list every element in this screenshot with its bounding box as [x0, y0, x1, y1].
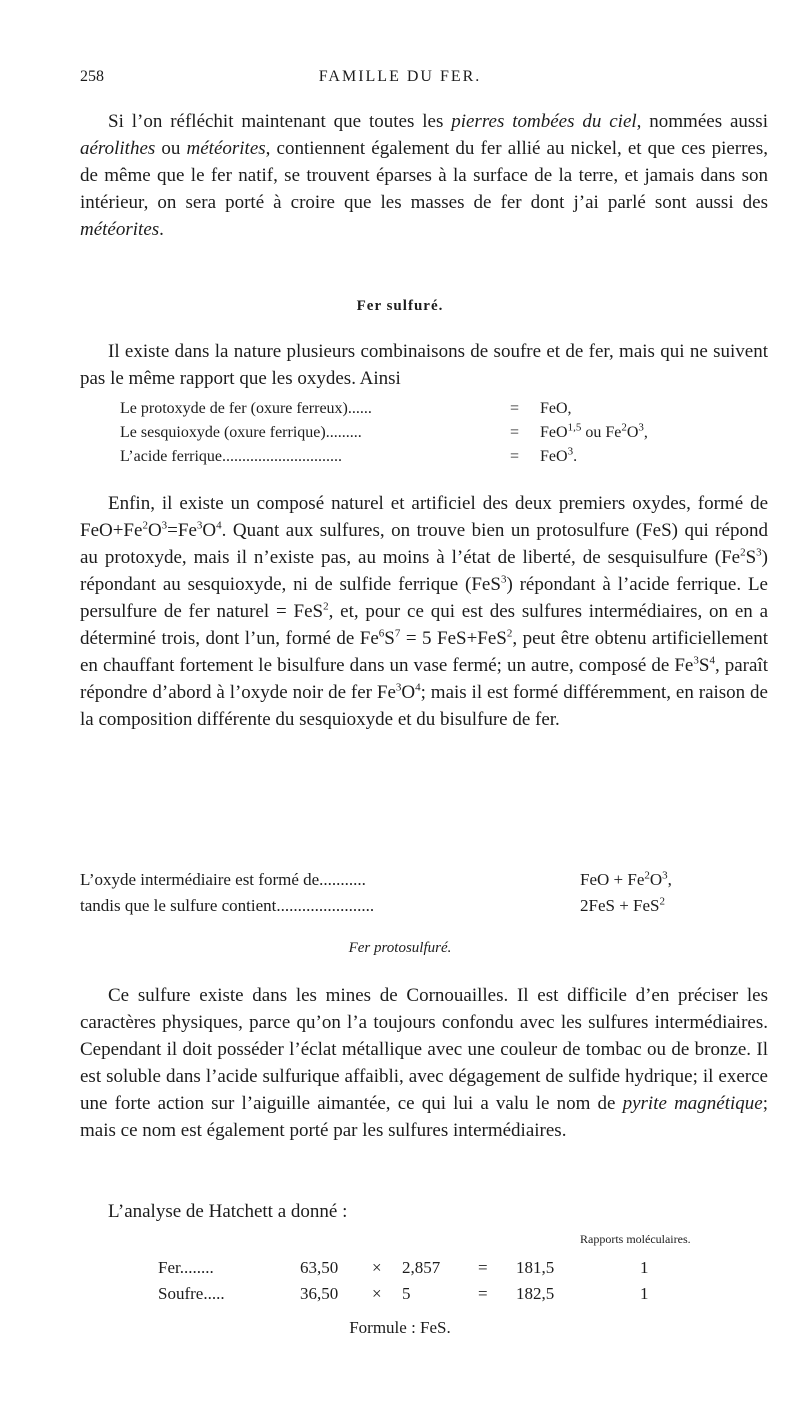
superscript: 6	[378, 627, 385, 640]
text: S	[384, 628, 395, 649]
oxide-row	[120, 445, 720, 470]
superscript: 2	[323, 600, 329, 613]
oxide-row	[120, 421, 720, 446]
italic-term: pierres tombées du ciel	[451, 111, 637, 132]
text: ; mais il est formé différemment, en raison de la composition différente du sesquioxyde et du bisulfure de fer.	[80, 682, 768, 730]
intermediate-row	[80, 870, 720, 894]
text: . Quant aux sulfures, on trouve bien un protosulfure (FeS) qui répond au protoxyde, mais il n’existe pas, au moins à l’état de liberté, de sesquisulfure (Fe	[80, 520, 768, 568]
text: ) répondant à l’acide ferrique. Le persulfure de fer naturel = FeS	[80, 574, 768, 622]
superscript: 3	[693, 654, 699, 667]
superscript: 7	[394, 627, 401, 640]
text: Enfin, il existe un composé naturel et artificiel des deux premiers oxydes, formé de FeO+Fe	[80, 493, 768, 541]
intermediate-label: L’oxyde intermédiaire est formé de...........	[80, 870, 366, 889]
equals-sign: =	[478, 1284, 488, 1303]
factor: 2,857	[402, 1258, 441, 1277]
text: , contiennent également du fer allié au nickel, et que ces pierres, de même que le fer natif, se trouvent éparses à la surface de la terre, et jamais dans son intérieur, on sera porté à croire que les masses de fer dont j’ai parlé sont aussi des	[80, 138, 769, 213]
equals-sign: =	[510, 424, 520, 441]
intermediate-label: tandis que le sulfure contient.......................	[80, 896, 375, 915]
factor: 5	[402, 1284, 411, 1303]
text: ; mais ce nom est également porté par les sulfures intermédiaires.	[80, 1093, 768, 1141]
text: , paraît répondre d’abord à l’oxyde noir de fer Fe	[80, 655, 768, 703]
text: , et, pour ce qui est des sulfures intermédiaires, on en a déterminé trois, dont l’un, formé de Fe	[80, 601, 768, 649]
result: 181,5	[516, 1258, 555, 1277]
text: , nommées aussi	[636, 111, 768, 132]
running-head: FAMILLE DU FER.	[318, 68, 482, 85]
superscript: 4	[216, 519, 222, 532]
oxide-label: Le sesquioxyde (oxure ferrique).........	[120, 424, 362, 441]
ratio: 1	[640, 1258, 649, 1277]
superscript: 3	[161, 519, 168, 532]
text: , peut être obtenu artificiellement en chauffant fortement le bisulfure dans un vase fermé; un autre, composé de Fe	[80, 628, 768, 676]
superscript: 3	[756, 546, 762, 559]
paragraph-sulfur-combinations: Il existe dans la nature plusieurs combinaisons de soufre et de fer, mais qui ne suivent pas le même rapport que les oxydes. Ainsi	[80, 341, 768, 389]
intermediate-row	[80, 896, 720, 920]
equals-sign: =	[510, 400, 520, 417]
percentage: 63,50	[300, 1258, 339, 1277]
element-label: Soufre.....	[158, 1284, 225, 1303]
text: ou	[155, 138, 187, 159]
paragraph-sulfides	[80, 490, 768, 733]
section-title-fer-protosulfure: Fer protosulfuré.	[348, 940, 452, 956]
formula-line: Formule : FeS.	[349, 1318, 451, 1337]
text: S	[698, 655, 710, 676]
superscript: 3	[500, 573, 507, 586]
text: O	[401, 682, 416, 703]
ratio: 1	[640, 1284, 649, 1303]
percentage: 36,50	[300, 1284, 339, 1303]
superscript: 4	[415, 681, 421, 694]
text: O	[202, 520, 217, 541]
text: =Fe	[167, 520, 197, 541]
superscript: 4	[709, 654, 715, 667]
oxide-row	[120, 400, 720, 422]
paragraph-meteorites	[80, 108, 768, 243]
intermediate-formula: FeO + $Fe^2O^3$,	[580, 869, 672, 889]
italic-term: météorites	[80, 219, 160, 240]
italic-term: aérolithes	[80, 138, 156, 159]
superscript: 2	[142, 519, 148, 532]
text: .	[159, 219, 164, 240]
equals-sign: =	[478, 1258, 488, 1277]
text: Si l’on réfléchit maintenant que toutes les	[108, 111, 452, 132]
superscript: 2	[740, 546, 746, 559]
result: 182,5	[516, 1284, 555, 1303]
text: Ce sulfure existe dans les mines de Cornouailles. Il est difficile d’en préciser les caractères physiques, parce qu’on l’a toujours confondu avec les sulfures intermédiaires. Cependant il doit posséder l’éclat métallique avec une couleur de tombac ou de bronze. Il est soluble dans l’acide sulfurique affaibli, avec dégagement de sulfide hydrique; il exerce une forte action sur l’aiguille aimantée, ce qui lui a valu le nom de	[80, 985, 768, 1114]
superscript: 2	[506, 627, 513, 640]
ratios-header: Rapports moléculaires.	[580, 1232, 691, 1246]
oxide-formula: FeO,	[540, 400, 572, 417]
oxide-label: L’acide ferrique..............................	[120, 448, 343, 465]
text: ) répondant au sesquioxyde, ni de sulfide ferrique (FeS	[80, 547, 768, 595]
oxide-formula: FeO$^{1,5}$ ou $Fe^2O^3$,	[540, 421, 648, 441]
italic-term: météorites	[186, 138, 266, 159]
times-sign: ×	[372, 1284, 382, 1303]
superscript: 3	[395, 681, 402, 694]
page-number: 258	[80, 68, 104, 85]
paragraph-protosulfure	[80, 982, 768, 1144]
superscript: 3	[196, 519, 203, 532]
equals-sign: =	[510, 448, 520, 465]
italic-term: pyrite magnétique	[622, 1093, 763, 1114]
page-header	[80, 68, 720, 92]
intermediate-formula: 2FeS + FeS$^2$	[580, 895, 665, 915]
text: S	[745, 547, 757, 568]
text: = 5 FeS+FeS	[400, 628, 507, 649]
times-sign: ×	[372, 1258, 382, 1277]
section-title-fer-sulfure: Fer sulfuré.	[356, 298, 444, 314]
oxide-formula: FeO$^3$.	[540, 445, 578, 465]
element-label: Fer........	[158, 1258, 214, 1277]
oxide-label: Le protoxyde de fer (oxure ferreux)......	[120, 400, 372, 417]
paragraph-analysis-intro: L’analyse de Hatchett a donné :	[108, 1201, 348, 1222]
text: O	[147, 520, 162, 541]
